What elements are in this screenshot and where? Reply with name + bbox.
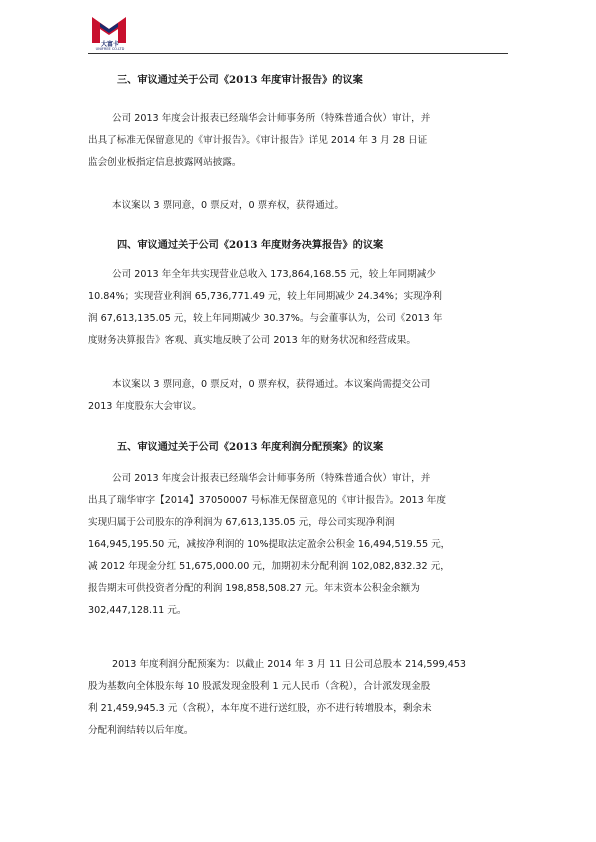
text-line: 164,945,195.50 元，减按净利润的 10%提取法定盈余公积金 16,494,519.55 元， bbox=[88, 539, 451, 550]
text-line: 302,447,128.11 元。 bbox=[88, 605, 187, 616]
section-5-heading: 五、审议通过关于公司《2013 年度利润分配预案》的议案 bbox=[117, 441, 384, 453]
text-line: 出具了瑞华审字【2014】37050007 号标准无保留意见的《审计报告》。2013 年度 bbox=[88, 495, 446, 506]
text-line: 股为基数向全体股东每 10 股派发现金股利 1 元人民币（含税），合计派发现金股 bbox=[88, 681, 431, 692]
text-line: 分配利润结转以后年度。 bbox=[88, 725, 194, 736]
section-3-paragraph bbox=[88, 108, 520, 174]
text-line: 润 67,613,135.05 元，较上年同期减少 30.37%。与会董事认为，公司《2013 年 bbox=[88, 313, 443, 324]
section-4-vote bbox=[88, 374, 520, 418]
text-line: 减 2012 年现金分红 51,675,000.00 元，加期初未分配利润 102,082,832.32 元， bbox=[88, 561, 450, 572]
text-line: 公司 2013 年度会计报表已经瑞华会计师事务所（特殊普通合伙）审计，并 bbox=[112, 113, 431, 124]
section-5-paragraph-1 bbox=[88, 468, 520, 622]
text-line: 公司 2013 年度会计报表已经瑞华会计师事务所（特殊普通合伙）审计，并 bbox=[112, 473, 431, 484]
text-line: 报告期末可供投资者分配的利润 198,858,508.27 元。年末资本公积金余额为 bbox=[88, 583, 420, 594]
logo-subtext: UNIFREE CO.LTD bbox=[95, 47, 125, 51]
text-line: 本议案以 3 票同意，0 票反对，0 票弃权，获得通过。本议案尚需提交公司 bbox=[112, 379, 431, 390]
text-line: 本议案以 3 票同意，0 票反对，0 票弃权，获得通过。 bbox=[112, 200, 344, 211]
section-5-paragraph-2 bbox=[88, 654, 520, 742]
logo-text: 大富卡 bbox=[100, 41, 119, 48]
text-line: 2013 年度股东大会审议。 bbox=[88, 401, 202, 412]
section-4-paragraph bbox=[88, 264, 520, 352]
text-line: 度财务决算报告》客观、真实地反映了公司 2013 年的财务状况和经营成果。 bbox=[88, 335, 416, 346]
text-line: 利 21,459,945.3 元（含税），本年度不进行送红股，亦不进行转增股本，剩余未 bbox=[88, 703, 432, 714]
text-line: 公司 2013 年全年共实现营业总收入 173,864,168.55 元，较上年同期减少 bbox=[112, 269, 436, 280]
text-line: 10.84%；实现营业利润 65,736,771.49 元，较上年同期减少 24.34%；实现净利 bbox=[88, 291, 442, 302]
section-4-heading: 四、审议通过关于公司《2013 年度财务决算报告》的议案 bbox=[117, 239, 384, 251]
header-rule bbox=[88, 53, 508, 54]
text-line: 2013 年度利润分配预案为：以截止 2014 年 3 月 11 日公司总股本 214,599,453 bbox=[112, 659, 467, 670]
section-3-heading: 三、审议通过关于公司《2013 年度审计报告》的议案 bbox=[117, 74, 363, 86]
text-line: 出具了标准无保留意见的《审计报告》。《审计报告》详见 2014 年 3 月 28 日证 bbox=[88, 135, 428, 146]
text-line: 实现归属于公司股东的净利润为 67,613,135.05 元，母公司实现净利润 bbox=[88, 517, 395, 528]
section-3-vote bbox=[88, 195, 520, 217]
text-line: 监会创业板指定信息披露网站披露。 bbox=[88, 157, 242, 168]
